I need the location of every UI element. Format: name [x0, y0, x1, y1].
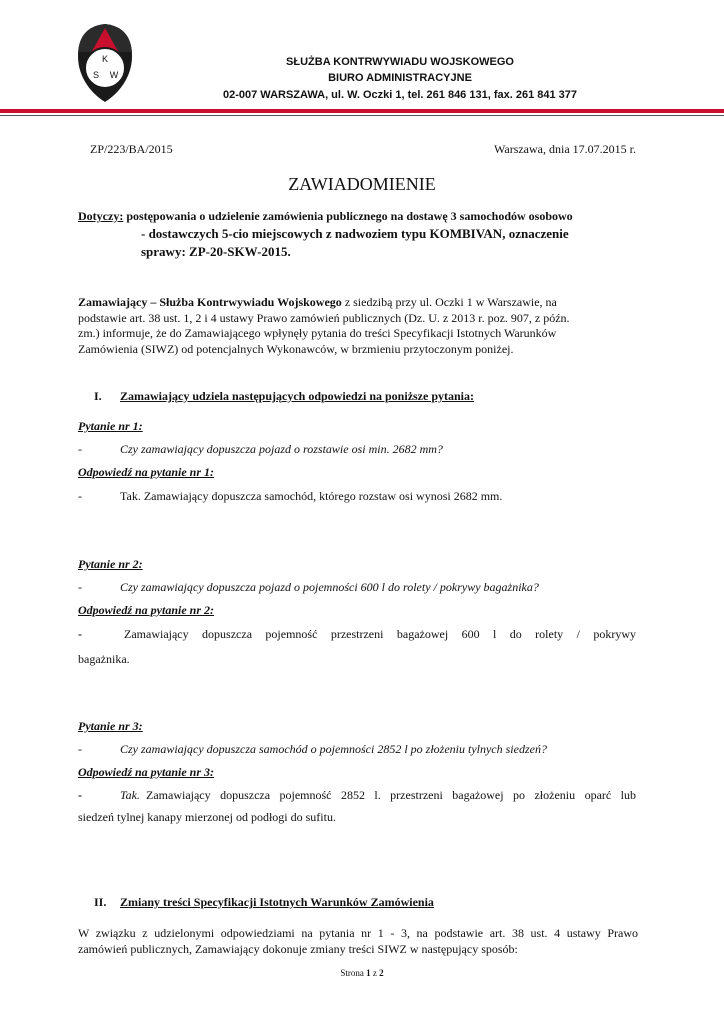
section-1-heading: Zamawiający udziela następujących odpowiedzi na poniższe pytania: [120, 389, 475, 403]
subject-line-3: sprawy: ZP-20-SKW-2015. [141, 244, 291, 259]
question-2-label: Pytanie nr 2: [78, 557, 143, 571]
question-2-text: Czy zamawiający dopuszcza pojazd o pojemności 600 l do rolety / pokrywy bagażnika? [120, 580, 539, 594]
intro-lead: Zamawiający – Służba Kontrwywiadu Wojskowego [78, 295, 342, 309]
page-total: 2 [379, 968, 384, 978]
question-2-dash: - [78, 580, 82, 594]
subject-label: Dotyczy: [78, 209, 124, 223]
answer-3-line-1: Zamawiający dopuszcza pojemność 2852 l. przestrzeni bagażowej po złożeniu oparć lub [146, 788, 636, 802]
reference-number: ZP/223/BA/2015 [90, 142, 173, 156]
answer-3-lead: Tak. [120, 788, 140, 802]
subject-text-1: postępowania o udzielenie zamówienia publicznego na dostawę 3 samochodów osobowo [126, 209, 573, 223]
subject-line-1 [78, 209, 573, 224]
intro-rest: z siedzibą przy ul. Oczki 1 w Warszawie, na [341, 295, 557, 309]
answer-3-line-2: siedzeń tylnej kanapy mierzonej od podłogi do sufitu. [78, 810, 336, 824]
org-name: SŁUŻBA KONTRWYWIADU WOJSKOWEGO [286, 56, 514, 68]
intro-line-1 [78, 295, 638, 310]
answer-1-dash: - [78, 489, 82, 503]
answer-1-text: Tak. Zamawiający dopuszcza samochód, którego rozstaw osi wynosi 2682 mm. [120, 489, 503, 503]
intro-line-2: podstawie art. 38 ust. 1, 2 i 4 ustawy Prawo zamówień publicznych (Dz. U. z 2013 r. poz. 907, z późn. [78, 311, 570, 325]
question-1-text: Czy zamawiający dopuszcza pojazd o rozstawie osi min. 2682 mm? [120, 442, 443, 456]
intro-line-3: zm.) informuje, że do Zamawiającego wpłynęły pytania do treści Specyfikacji Istotnych Warunków [78, 326, 557, 340]
org-address: 02-007 WARSZAWA, ul. W. Oczki 1, tel. 261 846 131, fax. 261 841 377 [222, 89, 578, 101]
section-2-heading: Zmiany treści Specyfikacji Istotnych Warunków Zamówienia [120, 895, 434, 909]
question-3-text: Czy zamawiający dopuszcza samochód o pojemności 2852 l po złożeniu tylnych siedzeń? [120, 742, 547, 756]
subject-line-2: - dostawczych 5-cio miejscowych z nadwoziem typu KOMBIVAN, oznaczenie [141, 226, 569, 241]
question-1-label: Pytanie nr 1: [78, 419, 143, 433]
place-date: Warszawa, dnia 17.07.2015 r. [494, 142, 636, 156]
page-current: 1 [366, 968, 371, 978]
agency-logo [74, 22, 136, 104]
bureau-name: BIURO ADMINISTRACYJNE [328, 72, 472, 84]
answer-2-line-2: bagażnika. [78, 652, 130, 666]
section-2-line-1: W związku z udzielonymi odpowiedziami na pytania nr 1 - 3, na podstawie art. 38 ust. 4 ustawy Prawo [78, 926, 638, 940]
answer-3-dash: - [78, 788, 82, 802]
answer-1-label: Odpowiedź na pytanie nr 1: [78, 465, 215, 479]
section-2-number: II. [94, 895, 107, 909]
logo-letter-w: W [109, 70, 119, 80]
answer-2-line-1: Zamawiający dopuszcza pojemność przestrzeni bagażowej 600 l do rolety / pokrywy [124, 627, 636, 641]
header-grey-rule [0, 115, 724, 116]
intro-line-4: Zamówienia (SIWZ) od potencjalnych Wykonawców, w brzmieniu przytoczonym poniżej. [78, 342, 514, 356]
section-1-number: I. [94, 389, 102, 403]
question-3-label: Pytanie nr 3: [78, 719, 143, 733]
page-prefix: Strona [340, 968, 364, 978]
page-title: ZAWIADOMIENIE [288, 174, 436, 194]
page-sep: z [372, 968, 377, 978]
answer-2-dash: - [78, 627, 82, 641]
question-3-dash: - [78, 742, 82, 756]
logo-letter-k: K [101, 54, 109, 64]
answer-2-label: Odpowiedź na pytanie nr 2: [78, 603, 215, 617]
answer-3-label: Odpowiedź na pytanie nr 3: [78, 765, 215, 779]
section-2-line-2: zamówień publicznych, Zamawiający dokonuje zmiany treści SIWZ w następujący sposób: [78, 942, 518, 956]
question-1-dash: - [78, 442, 82, 456]
header-red-rule [0, 109, 724, 113]
logo-letter-s: S [92, 70, 100, 80]
page-number [0, 968, 724, 978]
